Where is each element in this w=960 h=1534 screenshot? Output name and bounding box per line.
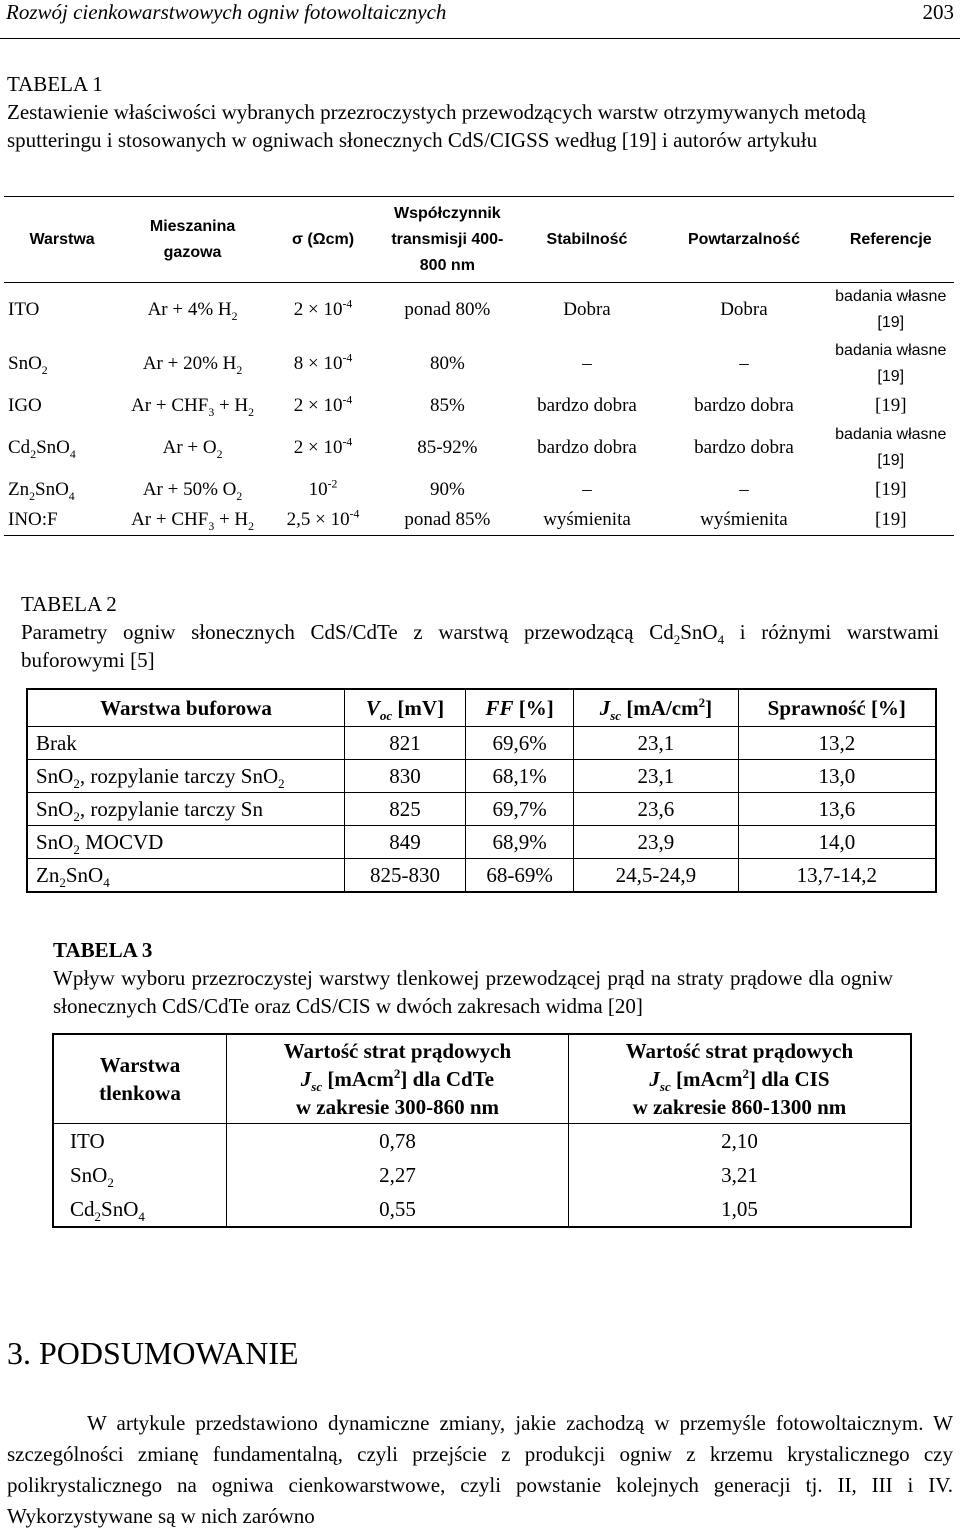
table1-title: TABELA 1: [7, 72, 103, 96]
cell: 80%: [429, 353, 465, 374]
cell: 0,78: [227, 1124, 569, 1159]
cell: $2 \times 10^{-4}$: [293, 435, 353, 458]
col-header: σ (Ωcm): [292, 230, 355, 248]
table3-description: Wpływ wyboru przezroczystej warstwy tlenkowej przewodzącej prąd na straty prądowe dla ogniw słonecznych CdS/CdTe oraz CdS/CIS w dwóch zakresach widma [20]: [53, 966, 893, 1018]
col-header: Warstwa: [29, 230, 95, 248]
cell: 68,9%: [465, 826, 573, 859]
cell: 23,9: [574, 826, 738, 859]
table-row: [27, 793, 936, 826]
cell: 0,55: [227, 1192, 569, 1227]
table-row: [4, 283, 954, 338]
cell: Ar + 4% $H_2$: [147, 299, 238, 323]
table-header-row: [53, 1034, 911, 1124]
cell: 830: [345, 760, 466, 793]
cell: ITO: [8, 299, 40, 320]
cell: 90%: [429, 479, 465, 500]
cell: $2 \times 10^{-4}$: [293, 297, 353, 320]
cell: 1,05: [568, 1192, 911, 1227]
col-header: Referencje: [849, 230, 932, 248]
cell: wyśmienita: [700, 509, 788, 530]
table-header-row: [27, 689, 936, 727]
table3: [52, 1033, 912, 1228]
cell: bardzo dobra: [537, 395, 637, 416]
page-number: 203: [922, 0, 954, 24]
cell: 23,1: [574, 727, 738, 760]
cell: 821: [345, 727, 466, 760]
cell: $8 \times 10^{-4}$: [293, 351, 353, 374]
cell: [19]: [874, 509, 907, 530]
col-header: Warstwa buforowa: [27, 689, 345, 727]
cell: 2,27: [227, 1158, 569, 1192]
cell: –: [582, 353, 592, 374]
table-header-row: [4, 197, 954, 283]
cell: 68,1%: [465, 760, 573, 793]
cell: ponad 85%: [404, 509, 491, 530]
cell: bardzo dobra: [694, 395, 794, 416]
cell: $Cd_2SnO_4$: [70, 1196, 145, 1224]
cell: 69,6%: [465, 727, 573, 760]
cell: 13,2: [738, 727, 936, 760]
col-header: Stabilność: [546, 230, 628, 248]
table-row: [4, 475, 954, 505]
cell: SnO$_2$: [8, 353, 48, 377]
cell: 85-92%: [417, 437, 478, 458]
cell: 23,6: [574, 793, 738, 826]
col-header: FF [%]: [465, 689, 573, 727]
table-row: [4, 337, 954, 391]
cell: 3,21: [568, 1158, 911, 1192]
running-title: Rozwój cienkowarstwowych ogniw fotowoltaicznych: [6, 0, 447, 24]
cell: $2 \times 10^{-4}$: [293, 393, 353, 416]
cell: badania własne [19]: [835, 342, 947, 385]
cell: $2,5 \times 10^{-4}$: [286, 507, 360, 530]
cell: badania własne [19]: [835, 288, 947, 331]
cell: badania własne [19]: [835, 426, 947, 469]
paragraph-text: W artykule przedstawiono dynamiczne zmiany, jakie zachodzą w przemyśle fotowoltaicznym. W szczególności zmianę fundamentalną, czyli przejście z produkcji ogniw z krzemu krystalicznego czy polikrystalicznego na ogniwa cienkowarstwowe, czyli powstanie kolejnych generacji tj. II, III i IV. Wykorzystywane są w nich zarówno: [7, 1411, 953, 1528]
cell: 13,7-14,2: [738, 859, 936, 893]
section-heading: 3. PODSUMOWANIE: [7, 1335, 299, 1371]
table-row: [53, 1158, 911, 1192]
cell: SnO$_2$, rozpylanie tarczy SnO$_2$: [27, 760, 345, 793]
cell: SnO$_2$: [70, 1162, 114, 1190]
col-header: Warstwa tlenkowa: [53, 1034, 227, 1124]
cell: –: [582, 479, 592, 500]
cell: 13,0: [738, 760, 936, 793]
cell: 13,6: [738, 793, 936, 826]
table-row: [53, 1192, 911, 1227]
table-row: [27, 826, 936, 859]
table2: [26, 688, 937, 893]
running-header: [6, 0, 954, 26]
cell: Dobra: [563, 299, 611, 320]
cell: ITO: [70, 1128, 105, 1153]
cell: [19]: [874, 395, 907, 416]
col-header: Wartość strat prądowych $J_{sc}$ [mAcm$^2$] dla CdTe w zakresie 300-860 nm: [227, 1034, 569, 1124]
cell: 849: [345, 826, 466, 859]
col-header: Współczynnik transmisji 400-800 nm: [391, 204, 504, 274]
cell: IGO: [8, 395, 42, 416]
cell: $Ar + O_2$: [162, 437, 223, 461]
cell: $Cd_2SnO_4$: [8, 437, 76, 461]
cell: SnO$_2$, rozpylanie tarczy Sn: [27, 793, 345, 826]
col-header: $V_{oc}$ [mV]: [345, 689, 466, 727]
table2-description: Parametry ogniw słonecznych CdS/CdTe z warstwą przewodzącą $Cd_2SnO_4$ i różnymi warstwami buforowymi [5]: [21, 620, 939, 672]
cell: 69,7%: [465, 793, 573, 826]
cell: –: [739, 479, 749, 500]
cell: 24,5-24,9: [574, 859, 738, 893]
table-row: [4, 391, 954, 421]
cell: 68-69%: [465, 859, 573, 893]
cell: 825-830: [345, 859, 466, 893]
cell: Dobra: [720, 299, 768, 320]
cell: $10^{-2}$: [308, 477, 338, 500]
table1-description: Zestawienie właściwości wybranych przezroczystych przewodzących warstw otrzymywanych metodą sputteringu i stosowanych w ogniwach słonecznych CdS/CIGSS według [19] i autorów artykułu: [7, 100, 866, 152]
cell: 825: [345, 793, 466, 826]
table-row: [4, 505, 954, 536]
col-header: Powtarzalność: [687, 230, 800, 248]
cell: INO:F: [8, 509, 58, 530]
cell: Brak: [27, 727, 345, 760]
table-row: [27, 727, 936, 760]
col-header: $J_{sc}$ $[mA/cm^2]$: [574, 689, 738, 727]
col-header: Mieszanina gazowa: [149, 217, 236, 261]
cell: Ar + 20% $H_2$: [142, 353, 243, 377]
cell: wyśmienita: [543, 509, 631, 530]
cell: [19]: [874, 479, 907, 500]
cell: $Zn_2SnO_4$: [8, 479, 75, 503]
table-row: [27, 859, 936, 893]
cell: 2,10: [568, 1124, 911, 1159]
cell: ponad 80%: [404, 299, 491, 320]
cell: $Ar + CHF_3 + H_2$: [131, 509, 255, 533]
section-paragraph: [7, 1408, 953, 1532]
table-row: [4, 421, 954, 475]
cell: bardzo dobra: [694, 437, 794, 458]
header-rule: [0, 38, 960, 39]
cell: Ar + 50% $O_2$: [142, 479, 243, 503]
table3-title: TABELA 3: [53, 938, 153, 962]
table1: [4, 196, 954, 536]
table2-title: TABELA 2: [21, 592, 117, 616]
cell: bardzo dobra: [537, 437, 637, 458]
cell: $Zn_2SnO_4$: [27, 859, 345, 893]
col-header: Wartość strat prądowych $J_{sc}$ [mAcm$^2$] dla CIS w zakresie 860-1300 nm: [568, 1034, 911, 1124]
cell: $Ar + CHF_3 + H_2$: [131, 395, 255, 419]
table-row: [27, 760, 936, 793]
cell: 85%: [429, 395, 465, 416]
table-row: [53, 1124, 911, 1159]
cell: 14,0: [738, 826, 936, 859]
cell: 23,1: [574, 760, 738, 793]
cell: –: [739, 353, 749, 374]
col-header: Sprawność [%]: [738, 689, 936, 727]
cell: SnO$_2$ MOCVD: [27, 826, 345, 859]
